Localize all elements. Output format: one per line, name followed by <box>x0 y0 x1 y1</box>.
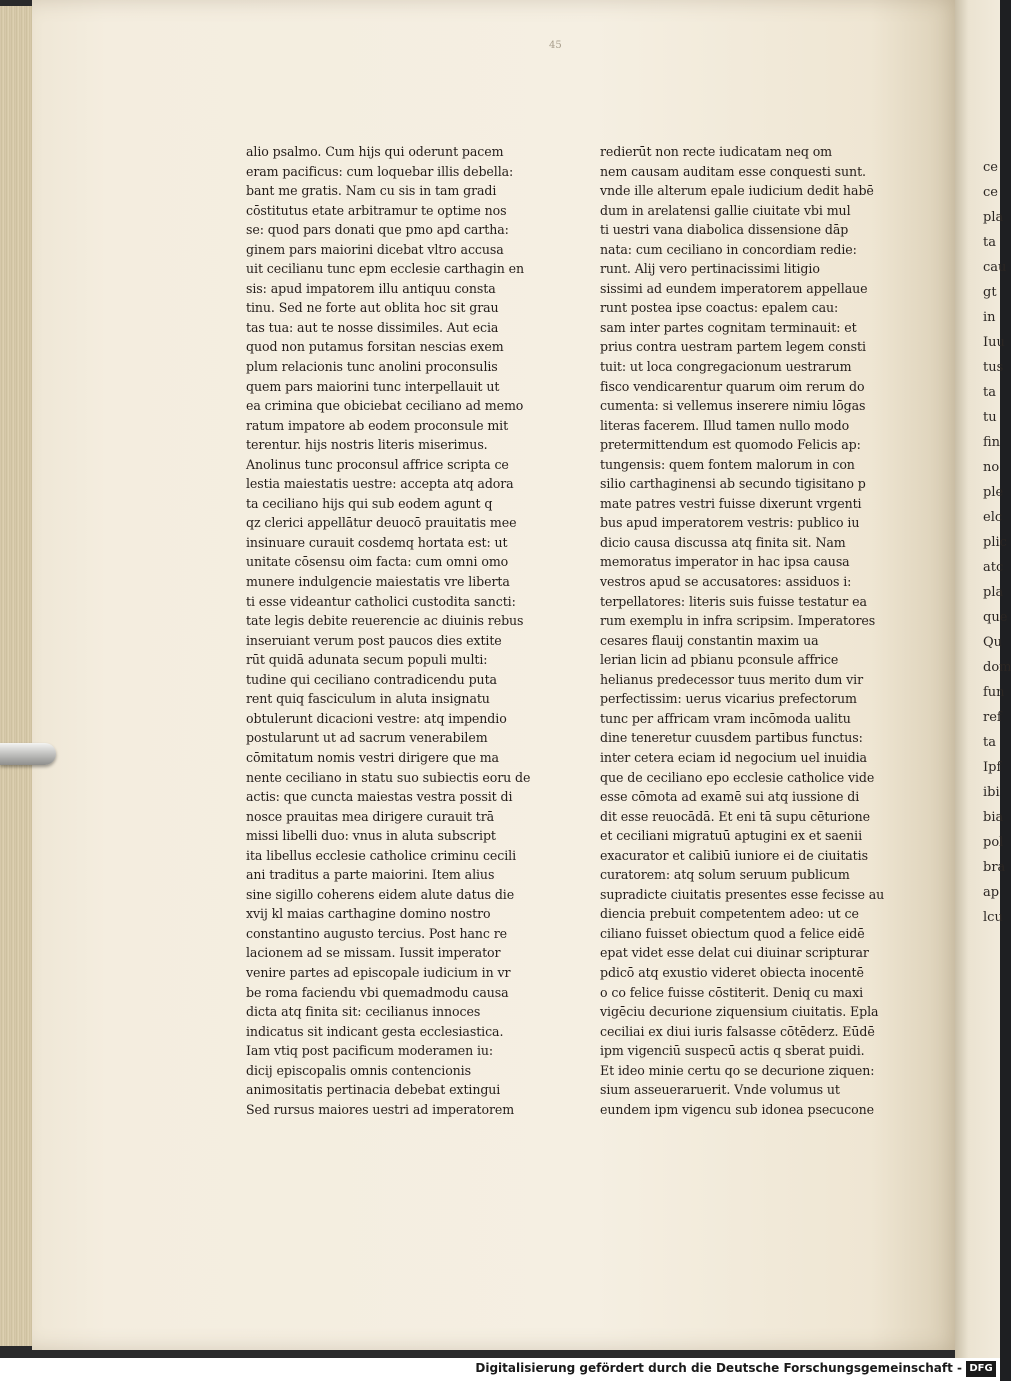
next-page-fragment: fin <box>983 435 1001 450</box>
next-page-fragment: tu <box>983 410 997 425</box>
right-column-line: tungensis: quem fontem malorum in con <box>600 456 855 472</box>
next-page-fragment: cau <box>983 260 1007 275</box>
left-column-line: eram pacificus: cum loquebar illis debella: <box>246 163 514 179</box>
right-column-line: exacurator et calibiū iuniore ei de ciuitatis <box>600 847 868 863</box>
left-column-line: tas tua: aut te nosse dissimiles. Aut ecia <box>246 319 499 335</box>
left-column-line: nosce prauitas mea dirigere curauit trā <box>246 808 495 824</box>
next-page-fragment: Iuu <box>983 335 1005 350</box>
right-column-line: tunc per affricam vram incōmoda ualitu <box>600 710 851 726</box>
right-column-line: perfectissim: uerus vicarius prefectorum <box>600 691 857 707</box>
right-column-line: sium asseueraruerit. Vnde volumus ut <box>600 1082 840 1098</box>
right-column-line: o co felice fuisse cōstiterit. Deniq cu maxi <box>600 984 864 1000</box>
footer-bar <box>0 1358 1000 1381</box>
right-column-line: esse cōmota ad examē sui atq iussione di <box>600 789 860 805</box>
left-column-line: constantino augusto tercius. Post hanc re <box>246 925 508 941</box>
left-column-line: insinuare curauit cosdemq hortata est: ut <box>246 534 508 550</box>
right-column-line: runt. Alij vero pertinacissimi litigio <box>600 261 820 277</box>
right-column-line: eundem ipm vigencu sub idonea psecucone <box>600 1101 874 1117</box>
right-column-line: vigēciu decurione ziquensium ciuitatis. Epla <box>600 1004 879 1020</box>
left-column-line: missi libelli duo: vnus in aluta subscript <box>246 828 496 844</box>
folio-number: 45 <box>549 40 562 51</box>
left-column-line: unitate cōsensu oim facta: cum omni omo <box>246 554 509 570</box>
left-column-line: rent quiq fasciculum in aluta insignatu <box>246 691 490 707</box>
next-page-fragment: atc <box>983 560 1004 575</box>
right-column-line: vnde ille alterum epale iudicium dedit habē <box>600 183 874 199</box>
right-column-line: silio carthaginensi ab secundo tigisitano p <box>600 476 866 492</box>
right-column-line: cesares flauij constantin maxim ua <box>600 632 819 648</box>
left-column-line: plum relacionis tunc anolini proconsulis <box>246 359 498 375</box>
next-page-fragment: ap <box>983 885 1000 900</box>
right-column-line: redierūt non recte iudicatam neq om <box>600 144 833 159</box>
left-column-line: actis: que cuncta maiestas vestra possit di <box>246 789 513 805</box>
left-column-line: tudine qui ceciliano contradicendu puta <box>246 671 497 687</box>
left-column-line: tinu. Sed ne forte aut oblita hoc sit grau <box>246 300 499 316</box>
next-page-fragment: elc <box>983 510 1003 525</box>
right-column-line: ipm vigenciū suspecū actis q sberat puidi. <box>600 1043 865 1059</box>
left-column-line: munere indulgencie maiestatis vre liberta <box>246 574 510 590</box>
left-column-line: cōstitutus etate arbitramur te optime nos <box>246 202 507 218</box>
left-column-line: terentur. hijs nostris literis miserimus. <box>246 437 488 453</box>
next-page-fragment: ref <box>983 710 1002 725</box>
left-column-line: se: quod pars donati que pmo apd cartha: <box>246 222 509 238</box>
next-page-fragment: lcu <box>983 910 1003 925</box>
next-page-fragment: gt <box>983 285 997 300</box>
right-column-line: dicio causa discussa atq finita sit. Nam <box>600 534 846 550</box>
right-column-line: fisco vendicarentur quarum oim rerum do <box>600 378 865 394</box>
next-page-fragment: plic <box>983 535 1007 550</box>
right-column-line: prius contra uestram partem legem consti <box>600 339 866 355</box>
next-page-fragment: ta <box>983 735 996 750</box>
right-column-line: runt postea ipse coactus: epalem cau: <box>600 300 839 316</box>
right-column-line: ceciliai ex diui iuris falsasse cōtēderz. Eūdē <box>600 1023 875 1039</box>
next-page-fragment: ta <box>983 385 996 400</box>
right-column-line: dine teneretur cuusdem partibus functus: <box>600 730 863 746</box>
right-column-line: curatorem: atq solum seruum publicum <box>600 867 850 883</box>
right-column-line: pretermittendum est quomodo Felicis ap: <box>600 437 861 453</box>
text-column-left <box>246 142 556 1119</box>
next-page-fragment: ple <box>983 485 1004 500</box>
left-column-line: alio psalmo. Cum hijs qui oderunt pacem <box>246 144 504 159</box>
right-column-line: inter cetera eciam id negocium uel inuidia <box>600 749 867 765</box>
left-column-line: sine sigillo coherens eidem alute datus die <box>246 886 515 902</box>
right-column-line: pdicō atq exustio videret obiecta inocentē <box>600 964 864 980</box>
left-column-line: ratum impatore ab eodem proconsule mit <box>246 417 509 433</box>
left-column-line: quem pars maiorini tunc interpellauit ut <box>246 378 500 394</box>
right-column-line: sissimi ad eundem imperatorem appellaue <box>600 280 868 296</box>
page-clip <box>0 735 58 775</box>
left-column-line: venire partes ad episcopale iudicium in vr <box>246 964 511 980</box>
right-column-line: supradicte ciuitatis presentes esse fecisse au <box>600 886 885 902</box>
left-column-line: indicatus sit indicant gesta ecclesiastica. <box>246 1023 504 1039</box>
right-column-line: mate patres vestri fuisse dixerunt vrgenti <box>600 495 862 511</box>
right-column-line: dit esse reuocādā. Et eni tā supu cēturione <box>600 808 871 824</box>
text-column-right <box>600 142 908 1119</box>
right-column-line: ti uestri vana diabolica dissensione dāp <box>600 222 849 238</box>
left-column-line: dicta atq finita sit: cecilianus innoces <box>246 1004 481 1020</box>
left-column-line: be roma faciendu vbi quemadmodu causa <box>246 984 509 1000</box>
next-page-fragment: pla <box>983 585 1004 600</box>
left-column-line: quod non putamus forsitan nescias exem <box>246 339 504 355</box>
left-column-line: lestia maiestatis uestre: accepta atq adora <box>246 476 514 492</box>
next-page-fragment: que <box>983 610 1008 625</box>
right-column-line: nata: cum ceciliano in concordiam redie: <box>600 241 857 257</box>
next-page-fragment: ce <box>983 185 998 200</box>
right-column-line: terpellatores: literis suis fuisse testatur ea <box>600 593 867 609</box>
left-column-line: postularunt ut ad sacrum venerabilem <box>246 730 488 746</box>
next-page-fragment: ta <box>983 235 996 250</box>
left-column-line: uit cecilianu tunc epm ecclesie carthagin en <box>246 261 524 277</box>
right-column-line: cumenta: si vellemus inserere nimiu lōgas <box>600 398 866 414</box>
left-column-line: sis: apud impatorem illu antiquu consta <box>246 280 496 296</box>
left-column-line: ginem pars maiorini dicebat vltro accusa <box>246 241 504 257</box>
next-page-fragment: in <box>983 310 996 325</box>
next-page-fragment: tus <box>983 360 1004 375</box>
left-column-line: dicij episcopalis omnis contencionis <box>246 1062 471 1078</box>
next-page-fragment: Qu <box>983 635 1003 650</box>
left-column-line: nente ceciliano in statu suo subiectis eoru de <box>246 769 531 785</box>
left-column-line: rūt quidā adunata secum populi multi: <box>246 652 488 668</box>
right-column-line: ciliano fuisset obiectum quod a felice eidē <box>600 925 865 941</box>
right-column-line: literas facerem. Illud tamen nullo modo <box>600 417 850 433</box>
left-column-line: cōmitatum nomis vestri dirigere que ma <box>246 749 499 765</box>
next-page-fragment: fun <box>983 685 1005 700</box>
right-column-line: et ceciliani migratuū aptugini ex et saenii <box>600 828 862 844</box>
right-column-line: vestros apud se accusatores: assiduos i: <box>600 574 852 590</box>
next-page-fragment: pol <box>983 835 1004 850</box>
left-column-line: ita libellus ecclesie catholice criminu cecili <box>246 847 517 863</box>
right-column-line: Et ideo minie certu qo se decurione ziquen: <box>600 1062 875 1078</box>
right-column-line: epat videt esse delat cui diuinar scripturar <box>600 945 869 961</box>
funding-notice: Digitalisierung gefördert durch die Deutsche Forschungsgemeinschaft - <box>475 1361 962 1375</box>
left-column-line: Sed rursus maiores uestri ad imperatorem <box>246 1101 515 1117</box>
left-column-line: animositatis pertinacia debebat extingui <box>246 1082 501 1098</box>
next-page-fragment: dom <box>983 660 1011 675</box>
right-column-line: helianus predecessor tuus merito dum vir <box>600 671 864 687</box>
left-column-line: ta ceciliano hijs qui sub eodem agunt q <box>246 495 493 511</box>
next-page-fragment: no <box>983 460 1000 475</box>
left-column-line: ani traditus a parte maiorini. Item alius <box>246 867 495 883</box>
left-column-line: Anolinus tunc proconsul affrice scripta ce <box>246 456 509 472</box>
left-column-line: lacionem ad se missam. Iussit imperator <box>246 945 501 961</box>
left-column-line: Iam vtiq post pacificum moderamen iu: <box>246 1043 494 1059</box>
next-page-fragment: ibi <box>983 785 1000 800</box>
left-column-line: tate legis debite reuerencie ac diuinis rebus <box>246 613 524 629</box>
next-page-fragment: bia <box>983 810 1004 825</box>
right-column-line: dum in arelatensi gallie ciuitate vbi mul <box>600 202 851 218</box>
dfg-logo: DFG <box>966 1361 996 1377</box>
left-column-line: ea crimina que obiciebat ceciliano ad memo <box>246 398 524 414</box>
right-column-line: sam inter partes cognitam terminauit: et <box>600 319 857 335</box>
left-column-line: qz clerici appellātur deuocō prauitatis mee <box>246 515 517 531</box>
left-column-line: inseruiant verum post paucos dies extite <box>246 632 502 648</box>
right-column-line: nem causam auditam esse conquesti sunt. <box>600 163 866 179</box>
left-column-line: ti esse videantur catholici custodita sancti: <box>246 593 516 609</box>
left-column-line: xvij kl maias carthagine domino nostro <box>246 906 491 922</box>
right-column-line: memoratus imperator in hac ipsa causa <box>600 554 850 570</box>
next-page-fragment: Ipf <box>983 760 1002 775</box>
right-column-line: que de ceciliano epo ecclesie catholice vide <box>600 769 875 785</box>
left-column-line: bant me gratis. Nam cu sis in tam gradi <box>246 183 497 199</box>
next-page-edge <box>955 0 1011 1358</box>
right-column-line: rum exemplu in infra scripsim. Imperatores <box>600 613 876 629</box>
right-column-line: diencia prebuit competentem adeo: ut ce <box>600 906 859 922</box>
right-column-line: lerian licin ad pbianu pconsule affrice <box>600 652 839 668</box>
next-page-fragment: pla <box>983 210 1004 225</box>
next-page-fragment: bra <box>983 860 1006 875</box>
right-column-line: bus apud imperatorem vestris: publico iu <box>600 515 860 531</box>
next-page-fragment: ce <box>983 160 998 175</box>
right-column-line: tuit: ut loca congregacionum uestrarum <box>600 359 852 375</box>
left-column-line: obtulerunt dicacioni vestre: atq impendio <box>246 710 507 726</box>
